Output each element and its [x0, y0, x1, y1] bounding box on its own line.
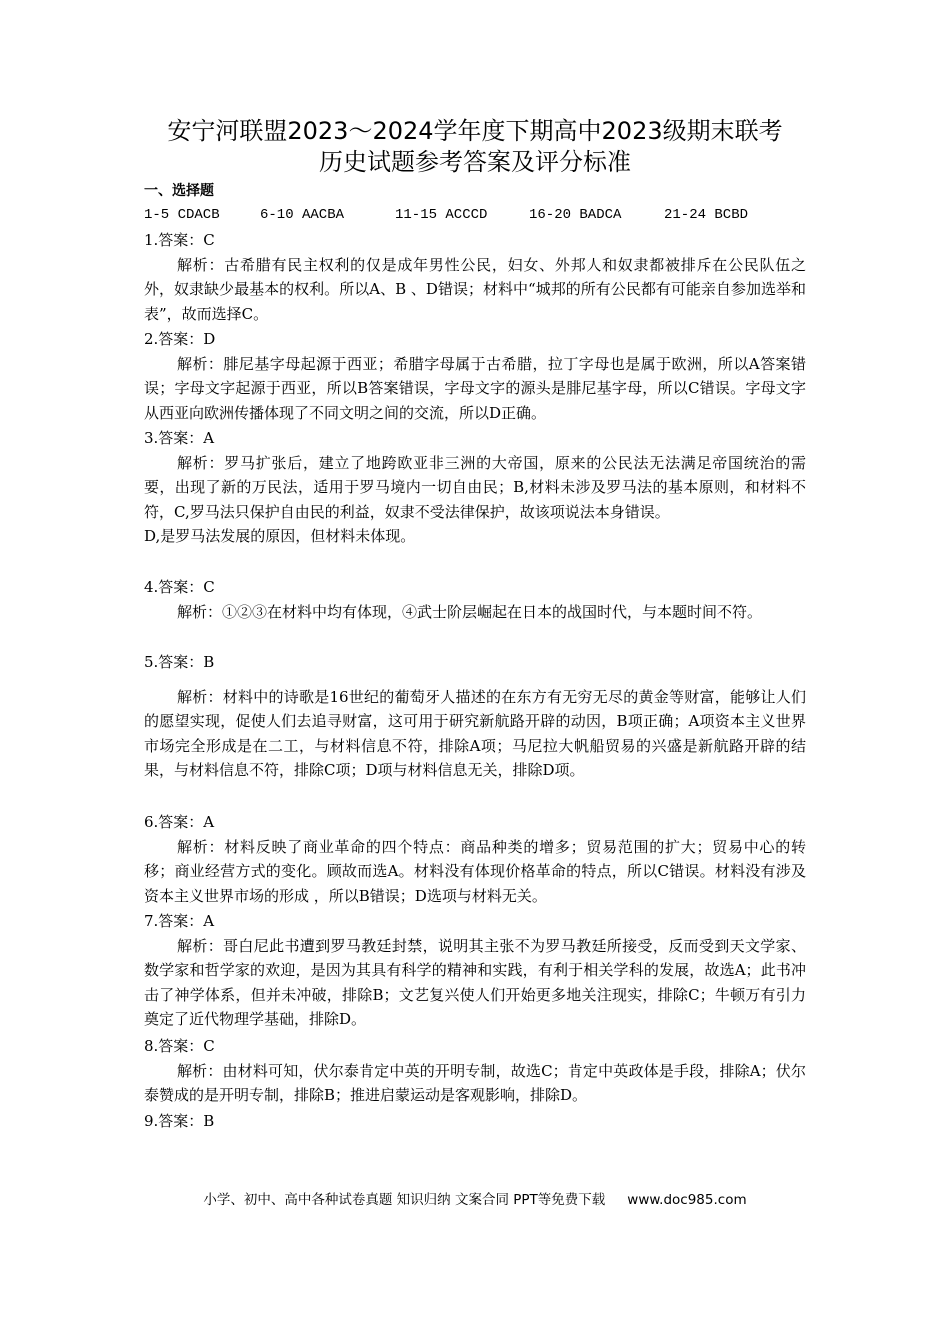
question-block — [144, 1109, 806, 1134]
answer-key-group: 11-15 ACCCD — [395, 207, 488, 223]
section-heading: 一、选择题 — [144, 183, 214, 199]
answer-key-group: 1-5 CDACB — [144, 207, 220, 223]
answer-line: 8.答案：C — [144, 1037, 215, 1055]
explanation-text: 解析：由材料可知，伏尔泰肯定中英的开明专制，故选C；肯定中英政体是手段，排除A；伏尔泰赞成的是开明专制，排除B；推进启蒙运动是客观影响，排除D。 — [144, 1061, 806, 1105]
page-footer — [0, 1190, 950, 1210]
question-block — [144, 1034, 806, 1108]
explanation-text: 解析：古希腊有民主权利的仅是成年男性公民，妇女、外邦人和奴隶都被排斥在公民队伍之外，奴隶缺少最基本的权利。所以A、B 、D错误；材料中“城邦的所有公民都有可能亲自参加选举和表”，故而选择C。 — [144, 255, 806, 323]
explanation-text: 解析：罗马扩张后，建立了地跨欧亚非三洲的大帝国，原来的公民法无法满足帝国统治的需要，出现了新的万民法，适用于罗马境内一切自由民；B,材料未涉及罗马法的基本原则，和材料不符，C,罗马法只保护自由民的利益，奴隶不受法律保护，故该项说法本身错误。 — [144, 453, 806, 521]
answer-line: 5.答案：B — [144, 653, 215, 671]
explanation-text: 解析：材料反映了商业革命的四个特点：商品种类的增多；贸易范围的扩大；贸易中心的转移；商业经营方式的变化。顾故而选A。材料没有体现价格革命的特点，所以C错误。材料没有涉及资本主义世界市场的形成 ，所以B错误；D选项与材料无关。 — [144, 837, 806, 905]
answer-line: 1.答案：C — [144, 231, 215, 249]
footer-text: 小学、初中、高中各种试卷真题 知识归纳 文案合同 PPT等免费下载 — [203, 1192, 606, 1208]
answer-key-group: 16-20 BADCA — [529, 207, 622, 223]
document-subtitle: 历史试题参考答案及评分标准 — [319, 148, 631, 176]
answer-line: 6.答案：A — [144, 813, 215, 831]
question-block — [144, 575, 806, 624]
question-block — [144, 426, 806, 549]
question-block — [144, 650, 806, 783]
question-block — [144, 228, 806, 326]
answer-line: 3.答案：A — [144, 429, 215, 447]
explanation-text: 解析：①②③在材料中均有体现，④武士阶层崛起在日本的战国时代，与本题时间不符。 — [177, 602, 763, 621]
explanation-continuation: D,是罗马法发展的原因，但材料未体现。 — [144, 527, 416, 546]
question-block — [144, 327, 806, 425]
document-title: 安宁河联盟2023～2024学年度下期高中2023级期末联考 — [167, 117, 783, 145]
answer-key-group: 6-10 AACBA — [260, 207, 345, 223]
answer-line: 4.答案：C — [144, 578, 215, 596]
answer-line: 2.答案：D — [144, 330, 216, 348]
explanation-text: 解析：材料中的诗歌是16世纪的葡萄牙人描述的在东方有无穷无尽的黄金等财富，能够让人们的愿望实现，促使人们去追寻财富，这可用于研究新航路开辟的动因，B项正确；A项资本主义世界市场完全形成是在二工，与材料信息不符，排除A项；马尼拉大帆船贸易的兴盛是新航路开辟的结果，与材料信息不符，排除C项；D项与材料信息无关，排除D项。 — [144, 687, 806, 780]
explanation-text: 解析：哥白尼此书遭到罗马教廷封禁，说明其主张不为罗马教廷所接受，反而受到天文学家、数学家和哲学家的欢迎，是因为其具有科学的精神和实践，有利于相关学科的发展，故选A；此书冲击了神学体系，但并未冲破，排除B；文艺复兴使人们开始更多地关注现实，排除C；牛顿万有引力奠定了近代物理学基础，排除D。 — [144, 936, 806, 1029]
answer-key-group: 21-24 BCBD — [664, 207, 749, 223]
question-block — [144, 810, 806, 908]
answer-line: 9.答案：B — [144, 1112, 215, 1130]
question-block — [144, 909, 806, 1032]
answer-line: 7.答案：A — [144, 912, 215, 930]
footer-site-link[interactable]: www.doc985.com — [627, 1192, 747, 1208]
explanation-text: 解析：腓尼基字母起源于西亚；希腊字母属于古希腊，拉丁字母也是属于欧洲，所以A答案错误；字母文字起源于西亚，所以B答案错误，字母文字的源头是腓尼基字母，所以C错误。字母文字从西亚向欧洲传播体现了不同文明之间的交流，所以D正确。 — [144, 354, 806, 422]
